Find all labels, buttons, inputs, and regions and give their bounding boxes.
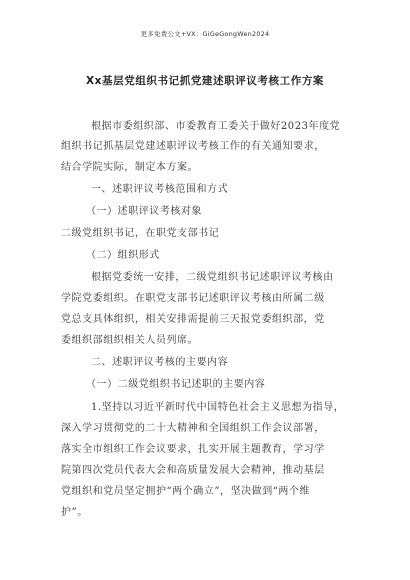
paragraph-line: 党总支具体组织，相关安排需提前三天报党委组织部，党 [61,314,325,325]
paragraph-line: 根据市委组织部、市委教育工委关于做好2023年度党 [91,121,341,132]
subsection-heading: （一）二级党组织书记述职的主要内容 [86,379,266,390]
paragraph-line: 二级党组织书记，在职党支部书记 [61,228,220,239]
header-note: 更多免费公文+VX：GiGeGongWen2024 [140,30,270,38]
paragraph-line: 1.坚持以习近平新时代中国特色社会主义思想为指导， [91,402,345,413]
paragraph-line: 护”。 [61,507,88,518]
paragraph-line: 根据党委统一安排，二级党组织书记述职评议考核由 [91,272,334,283]
section-heading: 一、述职评议考核范围和方式 [91,184,229,195]
paragraph-line: 结合学院实际，制定本方案。 [61,162,199,173]
document-title: Xx基层党组织书记抓党建述职评议考核工作方案 [85,75,325,87]
paragraph-line: 学院党委组织。在职党支部书记述职评议考核由所属二级 [61,293,325,304]
paragraph-line: 委组织部组织相关人员列席。 [61,335,199,346]
subsection-heading: （二）组织形式 [86,250,160,261]
paragraph-line: 党组织和党员坚定拥护“两个确立”，坚决做到“两个维 [61,486,311,497]
subsection-heading: （一）述职评议考核对象 [86,206,203,217]
paragraph-line: 院第四次党员代表大会和高质量发展大会精神，推动基层 [61,465,325,476]
section-heading: 二、述职评议考核的主要内容 [91,357,229,368]
paragraph-line: 深入学习贯彻党的二十大精神和全国组织工作会议部署， [61,423,325,434]
paragraph-line: 组织书记抓基层党建述职评议考核工作的有关通知要求， [61,141,325,152]
paragraph-line: 落实全市组织工作会议要求，扎实开展主题教育，学习学 [61,444,325,455]
